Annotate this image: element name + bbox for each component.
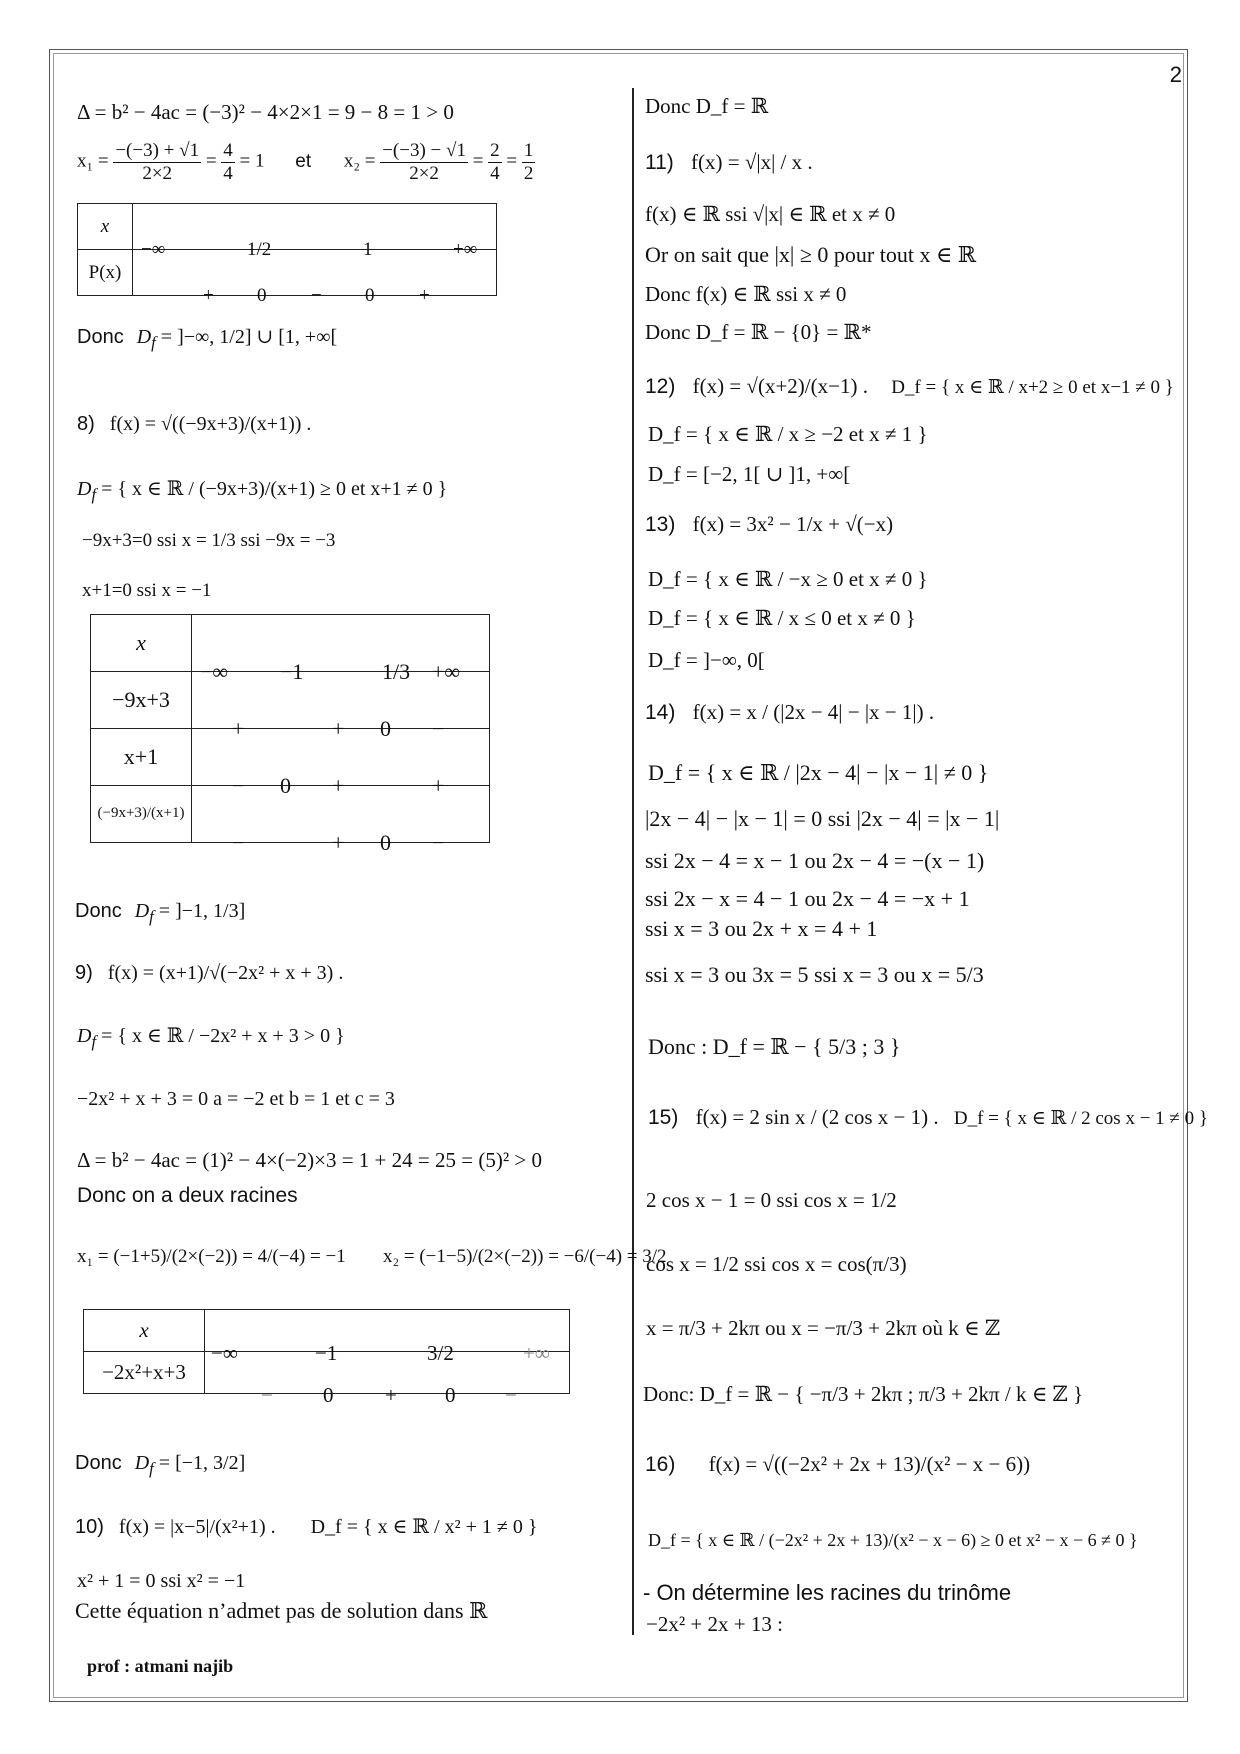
- page-number: 2: [1169, 62, 1182, 87]
- s11b-line: Or on sait que |x| ≥ 0 pour tout x ∈ ℝ: [645, 242, 977, 267]
- q8-label: 8): [77, 413, 95, 435]
- d8-value: = { x ∈ ℝ / (−9x+3)/(x+1) ≥ 0 et x+1 ≠ 0 }: [101, 478, 448, 500]
- s11a-line: f(x) ∈ ℝ ssi √|x| ∈ ℝ et x ≠ 0: [645, 202, 896, 226]
- q15-label: 15): [648, 1106, 679, 1129]
- f8-expr: f(x) = √((−9x+3)/(x+1)) .: [109, 413, 312, 435]
- roots-line: x₁ = $\frac{-(-3) + √1}{2\times 2}$ = $\frac{4}{4}$ = 1 et x₂ = $\frac{-(-3) - √1}{2\times 2}$ = $\frac{2}{4}$ = $\frac{1}{2}$: [77, 140, 534, 184]
- q13-label: 13): [645, 513, 676, 536]
- t8-r1-s2: +: [332, 716, 345, 741]
- r1-line: Donc D_f = ℝ: [645, 94, 769, 118]
- t7-half: 1/2: [247, 238, 272, 260]
- x1-label: x₁ =: [77, 150, 109, 172]
- t8-r1-s4: −: [432, 716, 445, 741]
- t8-r1-s3: 0: [380, 716, 391, 741]
- d8-line: $D_f$ = { x ∈ ℝ / (−9x+3)/(x+1) ≥ 0 et x+1 ≠ 0 }: [77, 478, 448, 504]
- t8-r2-s2: 0: [280, 773, 291, 798]
- df15-line: Donc: D_f = ℝ − { −π/3 + 2kπ ; π/3 + 2kπ / k ∈ ℤ }: [643, 1382, 1084, 1406]
- s14a-line: |2x − 4| − |x − 1| = 0 ssi |2x − 4| = |x − 1|: [645, 806, 1000, 831]
- s11c-line: Donc f(x) ∈ ℝ ssi x ≠ 0: [645, 282, 847, 306]
- t9-h0: x: [84, 1310, 205, 1352]
- donc-word-8: Donc: [75, 900, 122, 922]
- t8-r3-label: (−9x+3)/(x+1): [91, 786, 192, 843]
- f15-expr: f(x) = 2 sin x / (2 cos x − 1) .: [695, 1105, 939, 1129]
- d16-line: D_f = { x ∈ ℝ / (−2x² + 2x + 13)/(x² − x − 6) ≥ 0 et x² − x − 6 ≠ 0 }: [648, 1530, 1138, 1550]
- d12-value: D_f = { x ∈ ℝ / x+2 ≥ 0 et x−1 ≠ 0 }: [891, 377, 1174, 398]
- s15c-line: x = π/3 + 2kπ ou x = −π/3 + 2kπ où k ∈ ℤ: [646, 1316, 1001, 1340]
- delta-line: Δ = b² − 4ac = (−3)² − 4×2×1 = 9 − 8 = 1 > 0: [77, 100, 454, 124]
- footer-author: prof : atmani najib: [87, 1656, 234, 1676]
- x2-label: x₂ =: [343, 150, 376, 172]
- f13-expr: f(x) = 3x² − 1/x + √(−x): [692, 512, 894, 536]
- t9-minf: −∞: [211, 1340, 238, 1365]
- t9-m1: −1: [315, 1340, 338, 1365]
- q16-label: 16): [645, 1453, 676, 1476]
- t8-h0: x: [91, 615, 192, 672]
- q11-line: [645, 150, 813, 175]
- t8-r2-label: x+1: [91, 729, 192, 786]
- s10b-line: Cette équation n’admet pas de solution dans ℝ: [75, 1598, 488, 1623]
- s15a-line: 2 cos x − 1 = 0 ssi cos x = 1/2: [646, 1188, 897, 1212]
- q15-line: [648, 1105, 1208, 1130]
- q14-line: [645, 700, 934, 725]
- s10a-line: x² + 1 = 0 ssi x² = −1: [77, 1570, 246, 1592]
- t8-r2-s1: −: [232, 773, 245, 798]
- t8-r3-s1: −: [232, 830, 245, 855]
- t8-r1-label: −9x+3: [91, 672, 192, 729]
- q16-line: [645, 1452, 1030, 1477]
- q14-label: 14): [645, 701, 676, 724]
- q12-label: 12): [645, 375, 676, 398]
- t8-r3-s3: 0: [380, 830, 391, 855]
- t8-r3-s2: +: [332, 830, 345, 855]
- s8b-line: x+1=0 ssi x = −1: [82, 580, 212, 601]
- t7-s2: 0: [257, 284, 267, 306]
- x2-mid-den: 4: [490, 162, 500, 184]
- t7-one: 1: [363, 238, 373, 260]
- donc-word-9: Donc: [75, 1452, 122, 1474]
- d13a-line: D_f = { x ∈ ℝ / −x ≥ 0 et x ≠ 0 }: [648, 567, 928, 591]
- x1-num: −(−3) + √1: [115, 140, 200, 161]
- f9-expr: f(x) = (x+1)/√(−2x² + x + 3) .: [107, 962, 344, 984]
- d9-line: $D_f$ = { x ∈ ℝ / −2x² + x + 3 > 0 }: [77, 1025, 345, 1051]
- t7-s1: +: [203, 284, 214, 306]
- roots9-line: Donc on a deux racines: [77, 1184, 298, 1207]
- t9-s4: 0: [445, 1382, 456, 1407]
- t9-s5: −: [505, 1382, 517, 1407]
- t7-px: P(x): [78, 250, 133, 296]
- t9-pinf: +∞: [523, 1340, 550, 1365]
- s11d-line: Donc D_f = ℝ − {0} = ℝ*: [645, 320, 872, 344]
- t9-32: 3/2: [427, 1340, 454, 1365]
- x2-num: −(−3) − √1: [382, 140, 466, 161]
- df9-value: = [−1, 3/2]: [158, 1452, 246, 1474]
- s9a-line: −2x² + x + 3 = 0 a = −2 et b = 1 et c = 3: [77, 1088, 395, 1110]
- d15-value: D_f = { x ∈ ℝ / 2 cos x − 1 ≠ 0 }: [953, 1108, 1208, 1129]
- x91-line: x₁ = (−1+5)/(2×(−2)) = 4/(−4) = −1: [77, 1246, 346, 1267]
- f14-expr: f(x) = x / (|2x − 4| − |x − 1|) .: [692, 700, 935, 724]
- df7-line: Donc $D_f$ = ]−∞, 1/2] ∪ [1, +∞[: [77, 326, 338, 352]
- x2-mid-num: 2: [490, 140, 500, 161]
- df-symbol: D: [136, 326, 152, 348]
- df8-line: Donc $D_f = ]-1$, 1/3]: [75, 900, 246, 926]
- d9-value: = { x ∈ ℝ / −2x² + x + 3 > 0 }: [101, 1025, 345, 1047]
- t8-third: 1/3: [382, 659, 411, 684]
- s14d-line: ssi x = 3 ou 2x + x = 4 + 1: [645, 916, 878, 941]
- x1-den: 2×2: [142, 162, 173, 184]
- d12b-line: D_f = { x ∈ ℝ / x ≥ −2 et x ≠ 1 }: [648, 422, 928, 446]
- t8-r3-s4: −: [432, 830, 445, 855]
- donc-word: Donc: [77, 326, 124, 348]
- x2-res-den: 2: [523, 162, 534, 184]
- t8-r1-s1: +: [232, 716, 245, 741]
- t7-x: x: [78, 204, 133, 250]
- d14-line: D_f = { x ∈ ℝ / |2x − 4| − |x − 1| ≠ 0 }: [648, 760, 989, 785]
- df14-line: Donc : D_f = ℝ − { 5/3 ; 3 }: [648, 1034, 901, 1059]
- q10-label: 10): [75, 1516, 104, 1538]
- s14c-line: ssi 2x − x = 4 − 1 ou 2x − 4 = −x + 1: [645, 886, 970, 911]
- t9-s1: −: [261, 1382, 273, 1407]
- q13-line: [645, 512, 893, 537]
- f11-expr: f(x) = √|x| / x .: [691, 150, 813, 174]
- s15b-line: cos x = 1/2 ssi cos x = cos(π/3): [646, 1252, 907, 1276]
- t8-minf: −∞: [200, 659, 229, 684]
- d10-value: D_f = { x ∈ ℝ / x² + 1 ≠ 0 }: [310, 1516, 538, 1538]
- t7-s5: +: [419, 284, 430, 306]
- s14b-line: ssi 2x − 4 = x − 1 ou 2x − 4 = −(x − 1): [645, 848, 985, 873]
- delta9-line: Δ = b² − 4ac = (1)² − 4×(−2)×3 = 1 + 24 = 25 = (5)² > 0: [77, 1148, 542, 1172]
- q11-label: 11): [645, 151, 674, 174]
- d12c-line: D_f = [−2, 1[ ∪ ]1, +∞[: [648, 462, 851, 486]
- q12-line: [645, 374, 1174, 399]
- d13b-line: D_f = { x ∈ ℝ / x ≤ 0 et x ≠ 0 }: [648, 606, 916, 630]
- t9-s2: 0: [323, 1382, 334, 1407]
- f10-expr: f(x) = |x−5|/(x²+1) .: [118, 1516, 276, 1538]
- x92-line: x₂ = (−1−5)/(2×(−2)) = −6/(−4) = 3/2: [383, 1246, 667, 1267]
- x1-result: = 1: [239, 150, 265, 172]
- x1-mid-num: 4: [223, 140, 233, 161]
- q9-label: 9): [75, 962, 93, 984]
- x2-den: 2×2: [409, 162, 439, 184]
- t8-r2-s4: +: [432, 773, 445, 798]
- df8-value: = ]−1, 1/3]: [158, 900, 246, 922]
- x2-res-num: 1: [523, 140, 534, 161]
- s14e-line: ssi x = 3 ou 3x = 5 ssi x = 3 ou x = 5/3: [645, 962, 984, 987]
- t7-s3: −: [311, 284, 322, 306]
- d13c-line: D_f = ]−∞, 0[: [648, 648, 765, 672]
- et-word: et: [295, 150, 312, 172]
- t9-s3: +: [385, 1382, 397, 1407]
- s16a-line: - On détermine les racines du trinôme: [643, 1580, 1012, 1605]
- t9-label: −2x²+x+3: [84, 1352, 205, 1394]
- t8-m1: −1: [280, 659, 304, 684]
- s8a-line: −9x+3=0 ssi x = 1/3 ssi −9x = −3: [82, 530, 336, 551]
- t7-pinf: +∞: [453, 238, 478, 260]
- f12-expr: f(x) = √(x+2)/(x−1) .: [692, 374, 868, 398]
- t7-minf: −∞: [141, 238, 166, 260]
- t7-s4: 0: [365, 284, 375, 306]
- s16b-line: −2x² + 2x + 13 :: [646, 1612, 783, 1636]
- f16-expr: f(x) = √((−2x² + 2x + 13)/(x² − x − 6)): [708, 1452, 1031, 1476]
- t8-pinf: +∞: [432, 659, 461, 684]
- df9-line: Donc $D_f = [-1$, 3/2]: [75, 1452, 246, 1478]
- df7-value: = ]−∞, 1/2] ∪ [1, +∞[: [160, 326, 338, 348]
- x1-mid-den: 4: [223, 162, 233, 184]
- t8-r2-s3: +: [332, 773, 345, 798]
